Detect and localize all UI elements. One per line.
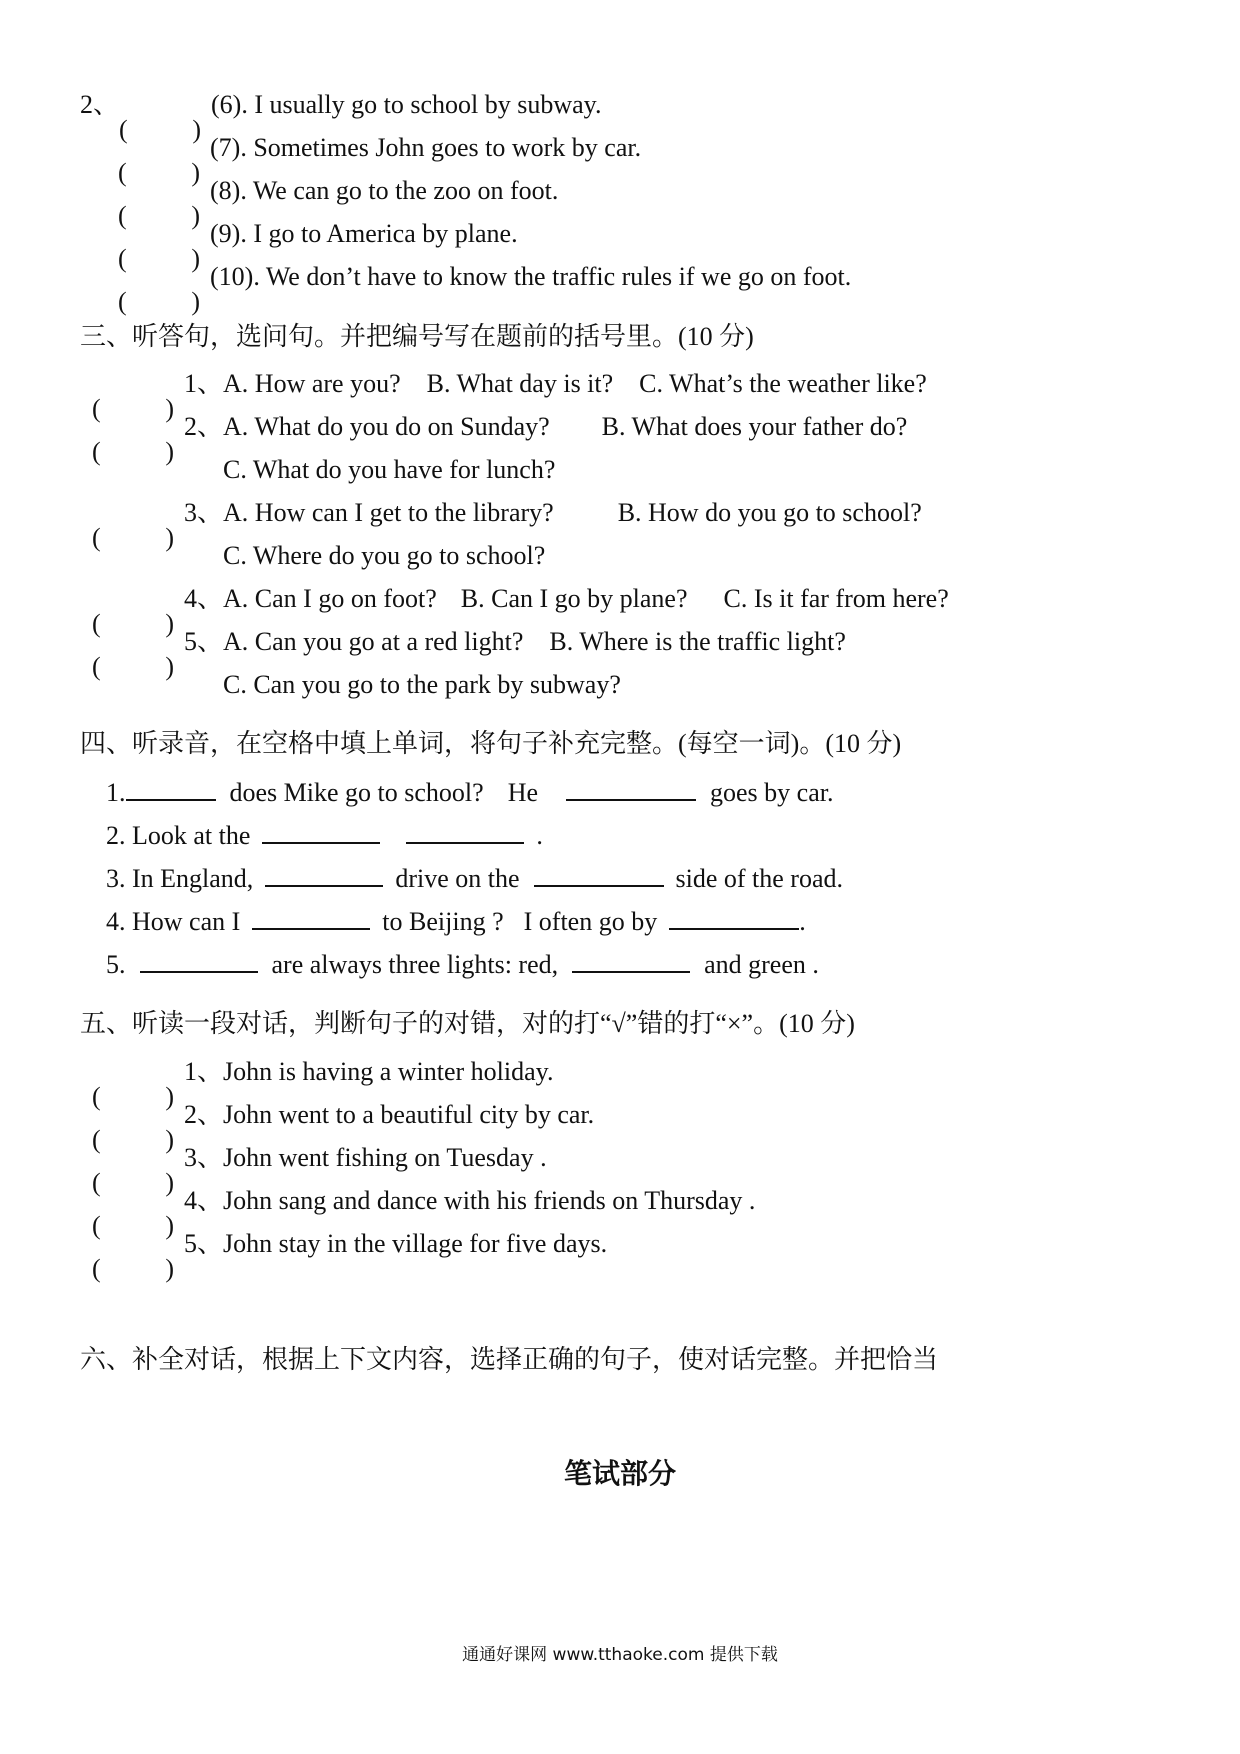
page-footer: 通通好课网 www.tthaoke.com 提供下载 bbox=[462, 1645, 778, 1665]
fill-blank[interactable] bbox=[669, 906, 799, 930]
section-5-heading: 五、听读一段对话，判断句子的对错，对的打“√”错的打“×”。(10 分) bbox=[80, 1009, 855, 1038]
s2-item-6: 2、 ( ) (6). I usually go to school by subway. bbox=[80, 90, 602, 144]
item-text: (9). I go to America by plane. bbox=[210, 219, 518, 248]
option-b: B. How do you go to school? bbox=[617, 498, 922, 527]
fill-blank[interactable] bbox=[265, 863, 383, 887]
fill-blank[interactable] bbox=[572, 949, 690, 973]
s5-item-5: ( ) 5、John stay in the village for five days. bbox=[92, 1229, 608, 1283]
option-b: B. What day is it? bbox=[426, 369, 614, 398]
item-text: (7). Sometimes John goes to work by car. bbox=[210, 133, 642, 162]
s4-sentence-3: 3. In England, drive on the side of the road. bbox=[106, 864, 844, 893]
s4-sentence-5: 5. are always three lights: red, and green . bbox=[106, 950, 819, 979]
fill-blank[interactable] bbox=[262, 820, 380, 844]
s5-item-1: ( ) 1、John is having a winter holiday. bbox=[92, 1057, 554, 1111]
item-text: (6). I usually go to school by subway. bbox=[211, 90, 602, 119]
fill-blank[interactable] bbox=[534, 863, 664, 887]
option-a: A. How are you? bbox=[223, 369, 401, 398]
s3-question-5: ( ) 5、A. Can you go at a red light? B. Where is the traffic light? bbox=[92, 627, 846, 681]
option-b: B. Can I go by plane? bbox=[460, 584, 688, 613]
fill-blank[interactable] bbox=[566, 777, 696, 801]
option-b: B. Where is the traffic light? bbox=[549, 627, 846, 656]
option-a: A. Can I go on foot? bbox=[223, 584, 437, 613]
fill-blank[interactable] bbox=[252, 906, 370, 930]
s2-item-9: ( ) (9). I go to America by plane. bbox=[118, 219, 518, 273]
fill-blank[interactable] bbox=[140, 949, 258, 973]
section-3-heading: 三、听答句，选问句。并把编号写在题前的括号里。(10 分) bbox=[80, 322, 754, 351]
s4-sentence-1: 1. does Mike go to school? He goes by car. bbox=[106, 778, 834, 807]
section-4-heading: 四、听录音，在空格中填上单词，将句子补充完整。(每空一词)。(10 分) bbox=[80, 729, 902, 758]
s3-question-1: ( ) 1、A. How are you? B. What day is it? C. What’s the weather like? bbox=[92, 369, 927, 423]
s3-question-3-option-c: C. Where do you go to school? bbox=[223, 541, 546, 570]
written-part-title: 笔试部分 bbox=[563, 1457, 676, 1490]
fill-blank[interactable] bbox=[126, 777, 216, 801]
item-text: (8). We can go to the zoo on foot. bbox=[210, 176, 559, 205]
s5-item-3: ( ) 3、John went fishing on Tuesday . bbox=[92, 1143, 547, 1197]
option-c: C. Is it far from here? bbox=[723, 584, 949, 613]
s4-sentence-4: 4. How can I to Beijing ? I often go by . bbox=[106, 907, 806, 936]
option-a: A. What do you do on Sunday? bbox=[223, 412, 550, 441]
option-a: A. Can you go at a red light? bbox=[223, 627, 524, 656]
option-c: C. What’s the weather like? bbox=[639, 369, 927, 398]
s5-item-4: ( ) 4、John sang and dance with his friends on Thursday . bbox=[92, 1186, 756, 1240]
s4-sentence-2: 2. Look at the . bbox=[106, 821, 543, 850]
option-a: A. How can I get to the library? bbox=[223, 498, 554, 527]
s2-item-10: ( ) (10). We don’t have to know the traffic rules if we go on foot. bbox=[118, 262, 852, 316]
s2-item-7: ( ) (7). Sometimes John goes to work by car. bbox=[118, 133, 642, 187]
s3-question-3: ( ) 3、A. How can I get to the library? B. How do you go to school? bbox=[92, 498, 922, 552]
s5-item-2: ( ) 2、John went to a beautiful city by car. bbox=[92, 1100, 595, 1154]
s3-question-4: ( ) 4、A. Can I go on foot? B. Can I go by plane? C. Is it far from here? bbox=[92, 584, 949, 638]
item-text: (10). We don’t have to know the traffic rules if we go on foot. bbox=[210, 262, 852, 291]
item-prefix: 2、 bbox=[80, 90, 120, 119]
s2-item-8: ( ) (8). We can go to the zoo on foot. bbox=[118, 176, 559, 230]
s3-question-5-option-c: C. Can you go to the park by subway? bbox=[223, 670, 621, 699]
fill-blank[interactable] bbox=[406, 820, 524, 844]
s3-question-2: ( ) 2、A. What do you do on Sunday? B. What does your father do? bbox=[92, 412, 908, 466]
option-b: B. What does your father do? bbox=[601, 412, 908, 441]
s3-question-2-option-c: C. What do you have for lunch? bbox=[223, 455, 556, 484]
section-6-heading: 六、补全对话，根据上下文内容，选择正确的句子，使对话完整。并把恰当 bbox=[80, 1345, 939, 1374]
